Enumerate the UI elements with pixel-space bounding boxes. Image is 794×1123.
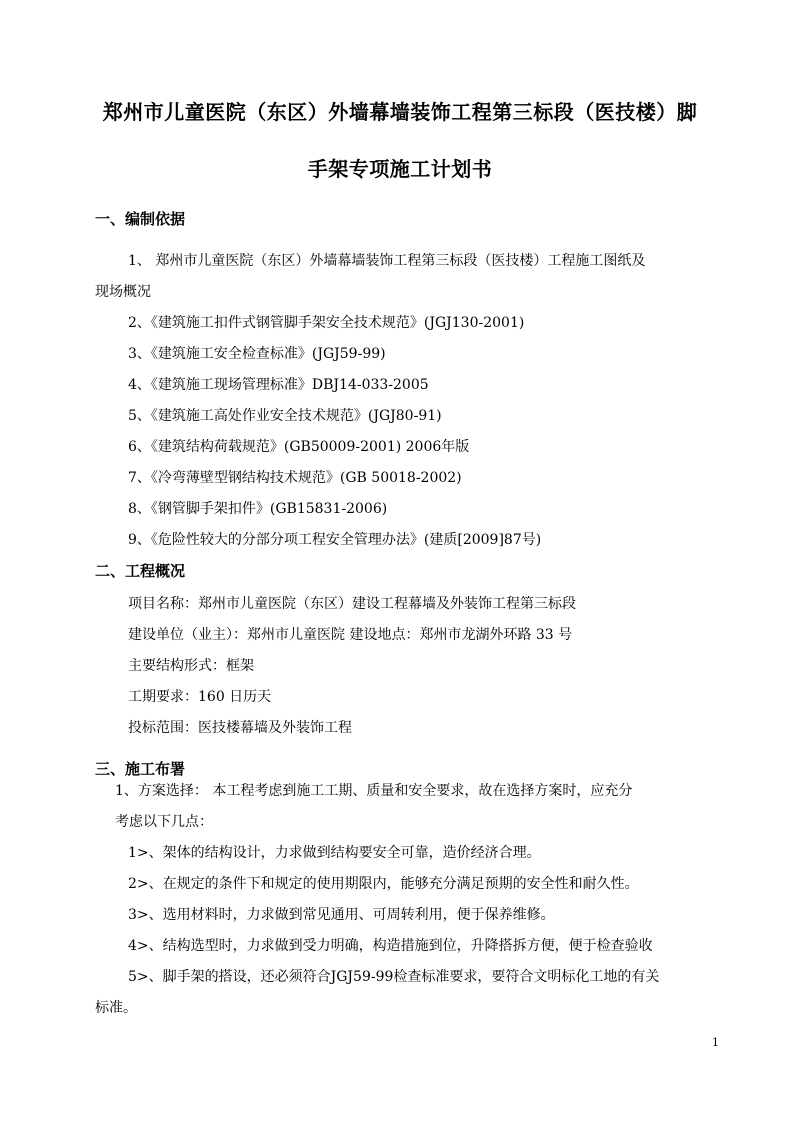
- document-title-line-2: 手架专项施工计划书: [307, 157, 493, 181]
- basis-item-5: 5、《建筑施工高处作业安全技术规范》(JGJ80-91): [128, 408, 442, 424]
- document-title-line-1: 郑州市儿童医院（东区）外墙幕墙装饰工程第三标段（医技楼）脚: [102, 100, 698, 124]
- basis-item-8: 8、《钢管脚手架扣件》(GB15831-2006): [128, 501, 388, 517]
- layout-plan-selection: 1、方案选择： 本工程考虑到施工工期、质量和安全要求，故在选择方案时，应充分: [115, 783, 633, 799]
- layout-point-3: 3>、选用材料时，力求做到常见通用、可周转利用，便于保养维修。: [128, 907, 555, 923]
- basis-item-9: 9、《危险性较大的分部分项工程安全管理办法》(建质[2009]87号): [128, 532, 542, 548]
- basis-item-4: 4、《建筑施工现场管理标准》DBJ14-033-2005: [128, 377, 429, 393]
- overview-owner-location: 建设单位（业主）：郑州市儿童医院 建设地点：郑州市龙湖外环路 33 号: [128, 627, 573, 643]
- layout-point-5: 5>、脚手架的搭设，还必须符合JGJ59-99检查标准要求，要符合文明标化工地的有关: [128, 969, 660, 985]
- overview-structure: 主要结构形式：框架: [128, 658, 254, 674]
- basis-item-7: 7、《冷弯薄壁型钢结构技术规范》(GB 50018-2002): [128, 470, 462, 486]
- layout-plan-selection-cont: 考虑以下几点：: [115, 814, 213, 830]
- overview-project-name: 项目名称：郑州市儿童医院（东区）建设工程幕墙及外装饰工程第三标段: [128, 596, 576, 612]
- basis-item-3: 3、《建筑施工安全检查标准》(JGJ59-99): [128, 346, 386, 362]
- layout-point-2: 2>、在规定的条件下和规定的使用期限内，能够充分满足预期的安全性和耐久性。: [128, 876, 639, 892]
- layout-point-1: 1>、架体的结构设计，力求做到结构要安全可靠，造价经济合理。: [128, 845, 541, 861]
- section-heading-overview: 二、工程概况: [95, 562, 186, 580]
- section-heading-layout: 三、施工布署: [95, 760, 186, 778]
- basis-item-6: 6、《建筑结构荷载规范》(GB50009-2001) 2006年版: [128, 439, 470, 455]
- section-heading-basis: 一、编制依据: [95, 210, 186, 228]
- basis-item-1-cont: 现场概况: [95, 284, 151, 300]
- layout-point-5-cont: 标准。: [95, 1000, 137, 1016]
- basis-item-1: 1、 郑州市儿童医院（东区）外墙幕墙装饰工程第三标段（医技楼）工程施工图纸及: [128, 253, 646, 269]
- overview-scope: 投标范围：医技楼幕墙及外装饰工程: [128, 720, 352, 736]
- basis-item-2: 2、《建筑施工扣件式钢管脚手架安全技术规范》(JGJ130-2001): [128, 315, 525, 331]
- layout-point-4: 4>、结构选型时，力求做到受力明确，构造措施到位，升降搭拆方便，便于检查验收: [128, 938, 653, 954]
- page-number: 1: [712, 1036, 719, 1049]
- overview-duration: 工期要求：160 日历天: [128, 689, 272, 705]
